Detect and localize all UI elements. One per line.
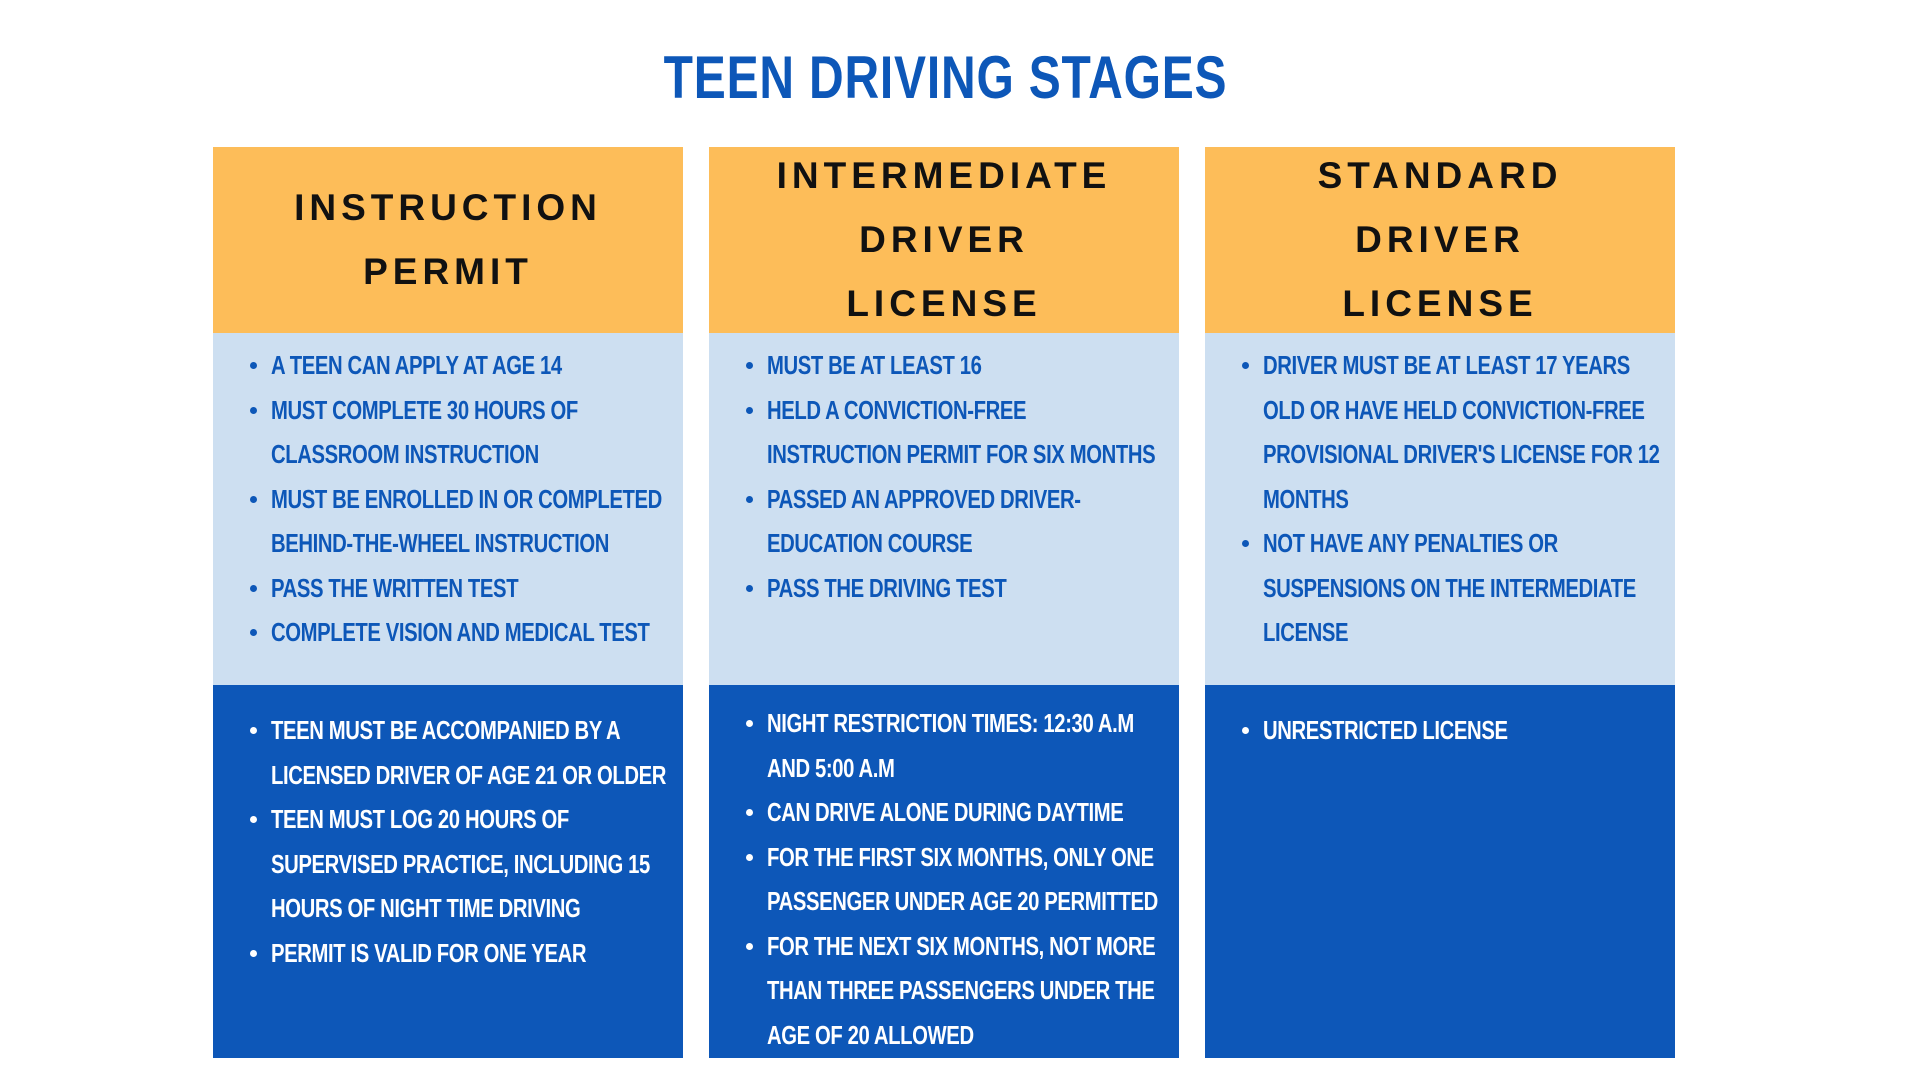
bullet-icon <box>746 943 753 950</box>
stage-header-line: LICENSE <box>1342 283 1538 324</box>
list-item: NIGHT RESTRICTION TIMES: 12:30 A.M AND 5:00 A.M <box>767 701 1165 790</box>
restrictions-list <box>1205 708 1661 753</box>
page-title: TEEN DRIVING STAGES <box>663 44 1228 111</box>
stage-column-instruction-permit <box>213 147 683 1058</box>
stage-header <box>709 147 1179 333</box>
requirements-list <box>1205 343 1661 655</box>
restrictions-panel <box>1205 685 1675 1058</box>
list-item: FOR THE NEXT SIX MONTHS, NOT MORE THAN THREE PASSENGERS UNDER THE AGE OF 20 ALLOWED <box>767 924 1165 1058</box>
bullet-icon <box>250 362 257 369</box>
bullet-icon <box>250 585 257 592</box>
stage-header <box>1205 147 1675 333</box>
stage-header-line: STANDARD DRIVER <box>1317 155 1563 260</box>
bullet-icon <box>250 496 257 503</box>
bullet-icon <box>746 407 753 414</box>
requirements-list <box>709 343 1165 610</box>
bullet-icon <box>250 950 257 957</box>
restrictions-panel <box>709 685 1179 1058</box>
bullet-icon <box>746 585 753 592</box>
requirements-panel <box>213 333 683 685</box>
bullet-icon <box>746 362 753 369</box>
list-item: CAN DRIVE ALONE DURING DAYTIME <box>767 790 1165 835</box>
bullet-icon <box>250 629 257 636</box>
list-item: FOR THE FIRST SIX MONTHS, ONLY ONE PASSENGER UNDER AGE 20 PERMITTED <box>767 835 1165 924</box>
list-item: COMPLETE VISION AND MEDICAL TEST <box>271 610 669 655</box>
bullet-icon <box>1242 362 1249 369</box>
bullet-icon <box>250 727 257 734</box>
stage-header-line: INTERMEDIATE DRIVER <box>776 155 1112 260</box>
list-item: HELD A CONVICTION-FREE INSTRUCTION PERMIT FOR SIX MONTHS <box>767 388 1165 477</box>
list-item: DRIVER MUST BE AT LEAST 17 YEARS OLD OR HAVE HELD CONVICTION-FREE PROVISIONAL DRIVER'S LICENSE FOR 12 MONTHS <box>1263 343 1661 521</box>
requirements-panel <box>1205 333 1675 685</box>
list-item: PASS THE DRIVING TEST <box>767 566 1165 611</box>
list-item: TEEN MUST BE ACCOMPANIED BY A LICENSED DRIVER OF AGE 21 OR OLDER <box>271 708 669 797</box>
list-item: NOT HAVE ANY PENALTIES OR SUSPENSIONS ON THE INTERMEDIATE LICENSE <box>1263 521 1661 655</box>
bullet-icon <box>746 496 753 503</box>
bullet-icon <box>250 816 257 823</box>
restrictions-list <box>213 708 669 975</box>
bullet-icon <box>250 407 257 414</box>
list-item: MUST BE AT LEAST 16 <box>767 343 1165 388</box>
list-item: MUST BE ENROLLED IN OR COMPLETED BEHIND-THE-WHEEL INSTRUCTION <box>271 477 669 566</box>
bullet-icon <box>1242 540 1249 547</box>
bullet-icon <box>746 854 753 861</box>
list-item: UNRESTRICTED LICENSE <box>1263 708 1661 753</box>
restrictions-panel <box>213 685 683 1058</box>
stage-header-line: LICENSE <box>846 283 1042 324</box>
bullet-icon <box>746 720 753 727</box>
restrictions-list <box>709 701 1165 1057</box>
list-item: PASSED AN APPROVED DRIVER-EDUCATION COURSE <box>767 477 1165 566</box>
list-item: A TEEN CAN APPLY AT AGE 14 <box>271 343 669 388</box>
stage-column-standard-license <box>1205 147 1675 1058</box>
stage-header-line: INSTRUCTION PERMIT <box>294 187 602 292</box>
stage-column-intermediate-license <box>709 147 1179 1058</box>
list-item: MUST COMPLETE 30 HOURS OF CLASSROOM INSTRUCTION <box>271 388 669 477</box>
bullet-icon <box>1242 727 1249 734</box>
requirements-list <box>213 343 669 655</box>
stage-header <box>213 147 683 333</box>
bullet-icon <box>746 809 753 816</box>
list-item: PASS THE WRITTEN TEST <box>271 566 669 611</box>
list-item: PERMIT IS VALID FOR ONE YEAR <box>271 931 669 976</box>
requirements-panel <box>709 333 1179 685</box>
list-item: TEEN MUST LOG 20 HOURS OF SUPERVISED PRACTICE, INCLUDING 15 HOURS OF NIGHT TIME DRIVING <box>271 797 669 931</box>
